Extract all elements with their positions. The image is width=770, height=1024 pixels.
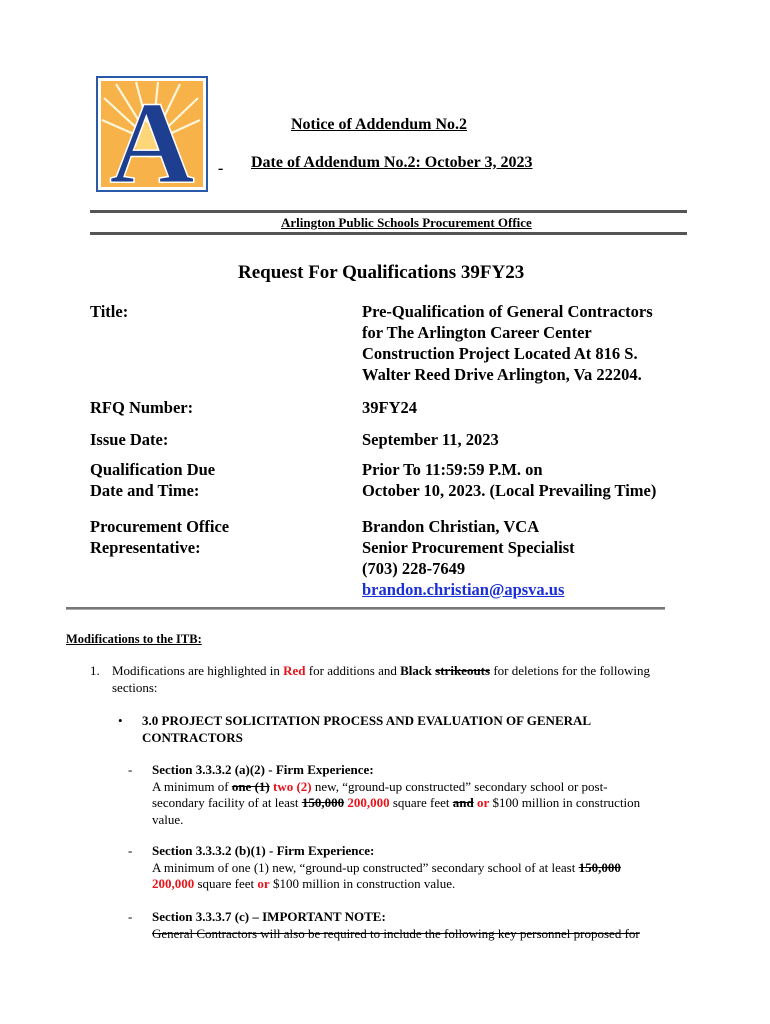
s1-deleted: 150,000 [301, 795, 345, 810]
s2-deleted: 150,000 [578, 859, 621, 875]
s1-added: two (2) [272, 778, 312, 794]
title-line: Pre-Qualification of General Contractors [362, 302, 653, 321]
s1-line-2 [152, 795, 712, 812]
s1-added: or [476, 795, 490, 810]
due-value-line: Prior To 11:59:59 P.M. on [362, 460, 543, 479]
item-text-a: Modifications are highlighted in [112, 663, 280, 678]
header-rule-top [90, 210, 687, 213]
due-label-line: Date and Time: [90, 481, 200, 500]
rep-label-line: Representative: [90, 538, 201, 557]
addendum-date: Date of Addendum No.2: October 3, 2023 [251, 154, 533, 171]
s2-line-1 [152, 860, 712, 877]
s3-title: Section 3.3.3.7 (c) – IMPORTANT NOTE: [152, 909, 386, 924]
section-s2 [152, 843, 712, 893]
s2-text: $100 million in construction value. [272, 876, 456, 891]
s2-text: square feet [197, 876, 255, 891]
s1-text: square feet [392, 795, 450, 810]
issue-date-label: Issue Date: [90, 430, 169, 449]
strike-word: strikeouts [435, 663, 491, 678]
s1-text: secondary facility of at least [152, 795, 299, 810]
section-s1 [152, 762, 712, 828]
rep-email-link[interactable]: brandon.christian@apsva.us [362, 580, 565, 599]
due-value [362, 459, 656, 501]
item-line-2: sections: [112, 679, 158, 695]
s2-line-2 [152, 876, 712, 893]
title-line: Construction Project Located At 816 S. [362, 344, 638, 363]
header-dash: - [218, 160, 224, 177]
red-word: Red [283, 663, 306, 678]
item-text-c: for deletions for the following [493, 663, 650, 678]
s1-deleted: and [452, 795, 474, 810]
aps-logo [96, 76, 208, 192]
addendum-notice: Notice of Addendum No.2 [291, 116, 468, 133]
s1-added: 200,000 [347, 795, 390, 810]
s2-text: A minimum of one (1) new, “ground-up constructed” secondary school of at least [152, 859, 576, 875]
rfq-heading: Request For Qualifications 39FY23 [238, 262, 525, 283]
s2-added: or [257, 876, 270, 891]
s1-deleted: one (1) [231, 778, 270, 794]
section-heading-line: CONTRACTORS [142, 729, 243, 745]
s3-deleted-line: General Contractors will also be required to include the following key personnel proposed for [152, 925, 640, 941]
due-label-line: Qualification Due [90, 460, 216, 479]
s1-text: A minimum of [152, 778, 229, 794]
s1-text: $100 million in construction [492, 795, 641, 810]
logo-letter: A [109, 77, 195, 192]
dash-icon: - [128, 843, 133, 858]
rep-phone: (703) 228-7649 [362, 559, 466, 578]
s2-title: Section 3.3.3.2 (b)(1) - Firm Experience: [152, 843, 375, 858]
modifications-heading: Modifications to the ITB: [66, 632, 202, 646]
item-text [112, 663, 712, 696]
dash-icon: - [128, 762, 133, 777]
s1-title: Section 3.3.3.2 (a)(2) - Firm Experience: [152, 762, 374, 777]
issue-date-value: September 11, 2023 [362, 430, 499, 449]
s1-line-3: value. [152, 811, 184, 827]
title-value [362, 301, 653, 385]
black-word: Black [400, 663, 432, 678]
rep-label [90, 516, 229, 558]
rep-label-line: Procurement Office [90, 517, 230, 536]
aps-logo-graphic [96, 76, 208, 192]
section-heading-line: 3.0 PROJECT SOLICITATION PROCESS AND EVALUATION OF GENERAL [142, 713, 592, 728]
rep-value [362, 516, 575, 600]
item-line-1 [112, 663, 712, 680]
title-line: Walter Reed Drive Arlington, Va 22204. [362, 365, 642, 384]
section-s3 [152, 909, 732, 942]
item-number: 1. [90, 663, 100, 678]
dash-icon: - [128, 909, 133, 924]
due-label [90, 459, 215, 501]
s2-added: 200,000 [152, 876, 195, 891]
title-line: for The Arlington Career Center [362, 323, 592, 342]
due-value-line: October 10, 2023. (Local Prevailing Time) [362, 481, 657, 500]
section-heading [142, 713, 591, 746]
fields-divider [66, 607, 665, 610]
rep-title: Senior Procurement Specialist [362, 538, 575, 557]
title-label: Title: [90, 302, 129, 321]
rfq-number-value: 39FY24 [362, 398, 417, 417]
rep-name: Brandon Christian, VCA [362, 517, 540, 536]
s1-line-1 [152, 779, 712, 796]
rfq-number-label: RFQ Number: [90, 398, 194, 417]
bullet-icon: • [118, 713, 123, 728]
header-rule-bottom [90, 232, 687, 235]
item-text-b: for additions and [308, 663, 397, 678]
procurement-office: Arlington Public Schools Procurement Office [281, 215, 532, 230]
s1-text: new, “ground-up constructed” secondary school or post- [314, 778, 608, 794]
